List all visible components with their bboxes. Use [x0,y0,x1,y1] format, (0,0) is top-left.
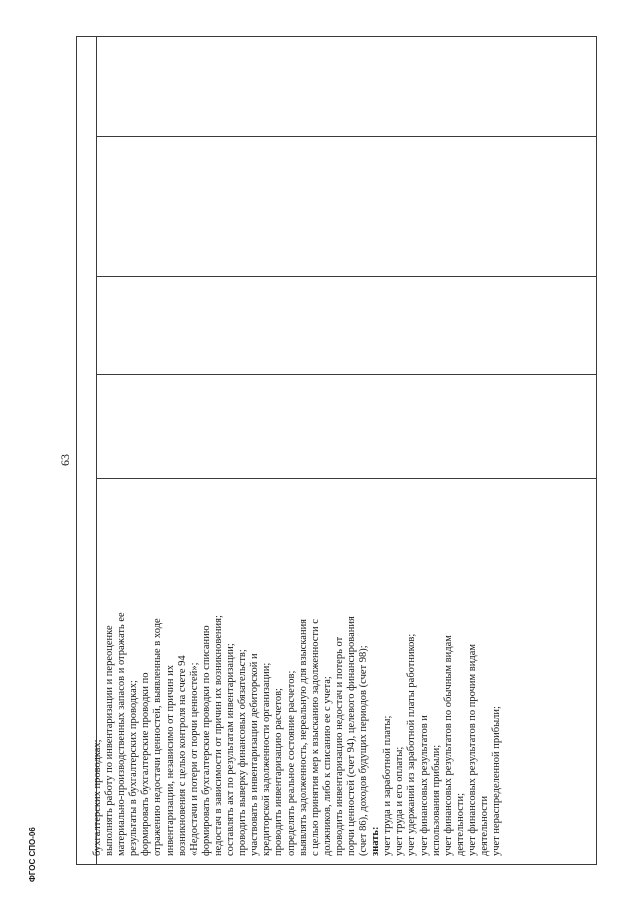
table-border-right [596,36,597,865]
content-line: материально-производственных запасов и отражать ее [116,612,128,856]
row-separator [96,136,596,137]
content-line: «Недостачи и потери от порчи ценностей»; [188,662,200,856]
content-line: учет нераспределенной прибыли; [491,706,503,856]
content-line: выполнять работу по инвентаризации и переоценке [104,625,116,856]
table-border-left [76,36,77,865]
content-line: недостач в зависимости от причин их возникновения; [212,615,224,856]
section-heading: знать: [370,826,382,856]
content-line: проводить выверку финансовых обязательств; [237,649,249,856]
content-line: учет финансовых результатов по обычным видам [442,635,454,856]
content-line: участвовать в инвентаризации дебиторской и [249,653,261,856]
content-line: кредиторской задолженности организации; [261,662,273,856]
content-line: с целью принятия мер к взысканию задолженности с [309,619,321,856]
content-line: проводить инвентаризацию расчетов; [273,688,285,856]
content-line: выявлять задолженность, нереальную для взыскания [297,618,309,856]
page-number: 63 [58,454,72,466]
content-line: деятельности [479,795,490,856]
content-line: результаты в бухгалтерских проводках; [128,680,140,856]
content-line: отражению недостачи ценностей, выявленные в ходе [152,618,164,856]
content-line: порчи ценностей (счет 94), целевого финансирования [345,616,357,856]
table-border-top [76,36,597,37]
content-line: учет труда и его оплаты; [394,746,406,856]
content-line: учет финансовых результатов и [418,715,430,856]
content-line: инвентаризации, независимо от причин их [164,665,176,856]
content-line: бухгалтерских проводках; [92,739,103,856]
content-cell [92,484,503,856]
content-line: учет финансовых результатов по прочим видам [466,643,478,856]
content-line: определять реальное состояние расчетов; [285,670,297,856]
content-line: формировать бухгалтерские проводки по списанию [200,625,212,856]
row-separator [96,478,596,479]
content-line: учет труда и заработной платы; [382,715,394,856]
content-line: проводить инвентаризацию недостач и потерь от [333,636,345,856]
row-separator [96,374,596,375]
content-line: (счет 86), доходов будущих периодов (счет 98); [358,645,370,856]
footer-text: ФГОС СПО-06 [28,827,37,882]
content-line: использования прибыли; [430,744,442,856]
content-line: составлять акт по результатам инвентаризации; [225,643,237,856]
content-line: деятельности; [454,792,466,856]
table-border-bottom [76,864,597,865]
content-line: возникновения с целью контроля на счете 94 [176,655,188,856]
row-separator [96,276,596,277]
content-line: учет удержаний из заработной платы работников; [406,633,418,856]
content-line: формировать бухгалтерские проводки по [140,672,152,856]
content-line: должников, либо к списанию ее с учета; [321,676,333,856]
